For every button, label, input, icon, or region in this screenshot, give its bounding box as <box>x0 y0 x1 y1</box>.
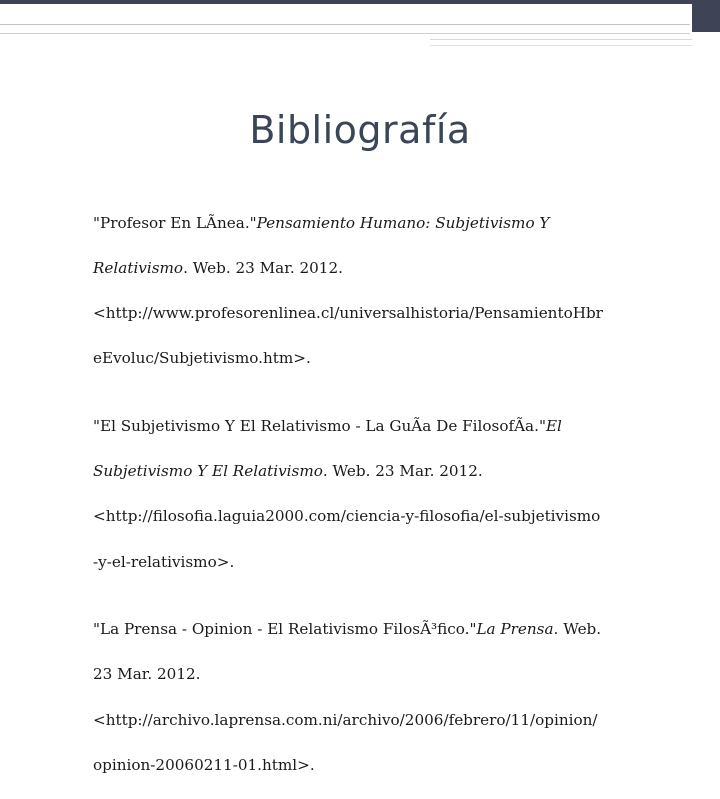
entry-url: eEvoluc/Subjetivismo.htm>. <box>93 349 311 368</box>
bibliography-entry-3 <box>93 596 653 799</box>
header-rule-3 <box>430 39 692 40</box>
header-rule-4 <box>430 45 692 46</box>
entry-url: opinion-20060211-01.html>. <box>93 755 315 774</box>
entry-italic-title: Pensamiento Humano: Subjetivismo Y <box>256 213 550 232</box>
entry-line: 23 Mar. 2012. <box>93 665 201 684</box>
header-rule-2 <box>0 33 690 34</box>
entry-line <box>93 460 653 483</box>
entry-italic-title: Subjetivismo Y El Relativismo <box>93 462 323 481</box>
top-accent-bar <box>0 0 720 4</box>
bibliography-entry-1 <box>93 189 653 392</box>
entry-url: <http://archivo.laprensa.com.ni/archivo/2006/febrero/11/opinion/ <box>93 710 598 729</box>
entry-text: . Web. 23 Mar. 2012. <box>183 258 343 277</box>
entry-line <box>93 257 653 280</box>
entry-text: "Profesor En LÃnea." <box>93 213 257 232</box>
entry-url: <http://filosofia.laguia2000.com/ciencia-y-filosofia/el-subjetivismo <box>93 507 601 526</box>
entry-italic-title: La Prensa <box>476 620 554 639</box>
entry-url: <http://www.profesorenlinea.cl/universalhistoria/PensamientoHbr <box>93 303 603 322</box>
entry-line <box>93 618 653 641</box>
entry-text: "El Subjetivismo Y El Relativismo - La GuÃa De FilosofÃa." <box>93 416 546 435</box>
entry-text: . Web. <box>553 620 602 639</box>
slide-title-text: Bibliografía <box>249 108 471 152</box>
entry-italic-title: Relativismo <box>93 258 184 277</box>
bibliography-entry-2 <box>93 392 653 595</box>
slide-title <box>0 108 720 152</box>
entry-text: . Web. 23 Mar. 2012. <box>322 462 483 481</box>
entry-line <box>93 415 653 438</box>
corner-accent-block <box>692 0 720 32</box>
entry-text: "La Prensa - Opinion - El Relativismo FilosÃ³fico." <box>93 620 477 639</box>
entry-url: -y-el-relativismo>. <box>93 552 235 571</box>
bibliography-list <box>93 189 653 799</box>
entry-italic-title: El <box>545 416 562 435</box>
header-rule-1 <box>0 24 690 25</box>
entry-line <box>93 212 653 235</box>
